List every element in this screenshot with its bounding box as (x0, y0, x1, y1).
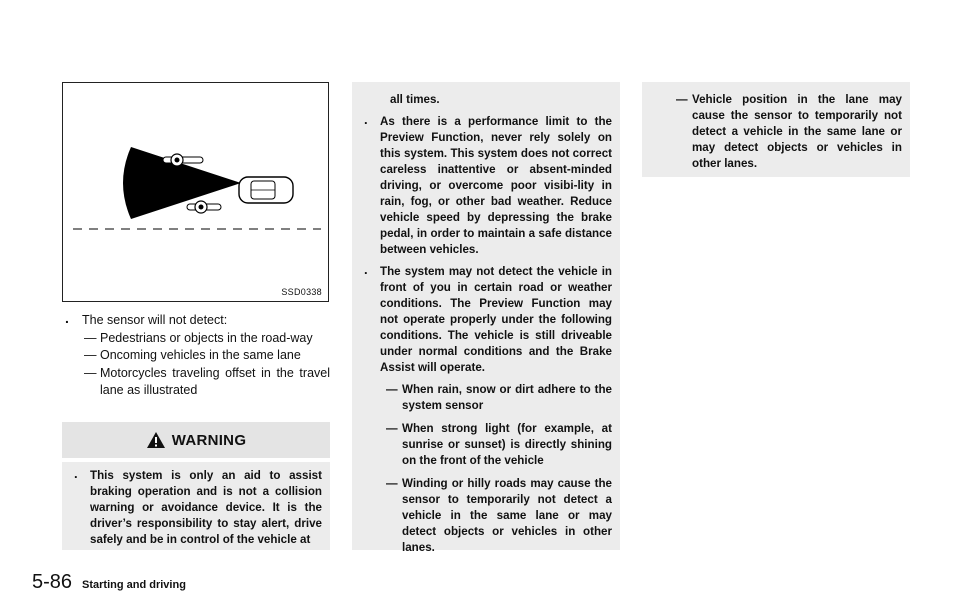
warning-title: WARNING (171, 431, 247, 449)
list-item (62, 312, 330, 330)
warning-box-part-3 (642, 82, 910, 177)
bullet: . (74, 466, 78, 481)
sub-item: — Motorcycles traveling offset in the travel lane as illustrated (84, 365, 330, 397)
warning-box-part-2 (352, 82, 620, 554)
dash: — (84, 348, 97, 362)
bullet: . (364, 262, 368, 277)
dash: — (84, 330, 97, 345)
warning-item: . As there is a performance limit to the Preview Function, never rely solely on this system. This system does not correct careless inattentive or absent-minded driving, or overcome poor visibi-lity in rain, fog, or other bad weather. Reduce vehicle speed by depressing the brake pedal, in order to maintain a safe distance between vehicles. (364, 112, 612, 256)
section-title: Starting and driving (82, 579, 186, 591)
dash: — (386, 422, 398, 435)
dash: — (386, 477, 398, 490)
warning-sub-item: — Winding or hilly roads may cause the sensor to temporarily not detect a vehicle in the same lane or may detect objects or vehicles in other lanes. (386, 477, 612, 554)
figure-code: SSD0338 (281, 287, 322, 297)
warning-header (62, 422, 330, 458)
illustration-figure (62, 82, 329, 302)
car-icon (239, 177, 293, 203)
warning-sub-item: — Vehicle position in the lane may cause the sensor to temporarily not detect a vehicle in the same lane or may detect objects or vehicles in other lanes. (676, 93, 902, 170)
page-number: 5-86 (32, 571, 73, 593)
sub-item: — Oncoming vehicles in the same lane (74, 347, 330, 365)
dash: — (84, 365, 97, 380)
sub-item: — Pedestrians or objects in the road-way (74, 330, 330, 348)
page-footer (32, 571, 186, 594)
bullet: . (65, 310, 69, 326)
bullet: . (364, 112, 368, 127)
warning-box-part-1 (62, 462, 330, 550)
dash: — (386, 383, 398, 396)
dash: — (676, 93, 688, 106)
motorcycle-icon (187, 201, 221, 213)
warning-item: . This system is only an aid to assist braking operation and is not a collision warning or avoidance device. It is the driver’s responsibility to stay alert, drive safely and be in control of the vehicle at (74, 466, 322, 546)
sensor-illustration (63, 83, 330, 303)
warning-sub-item: — When strong light (for example, at sunrise or sunset) is directly shining on the front of the vehicle (386, 422, 612, 467)
warning-item-continued: all times. (390, 93, 440, 106)
warning-item: . The system may not detect the vehicle in front of you in certain road or weather conditions. The Preview Function may not operate properly under the following conditions. The vehicle is still driveable under normal conditions and the Brake Assist will operate. (364, 262, 612, 374)
list-item-text: The sensor will not detect: (82, 313, 228, 327)
warning-triangle-icon (146, 431, 166, 449)
warning-sub-item: — When rain, snow or dirt adhere to the system sensor (386, 383, 612, 412)
sensor-limits-list (62, 312, 330, 400)
